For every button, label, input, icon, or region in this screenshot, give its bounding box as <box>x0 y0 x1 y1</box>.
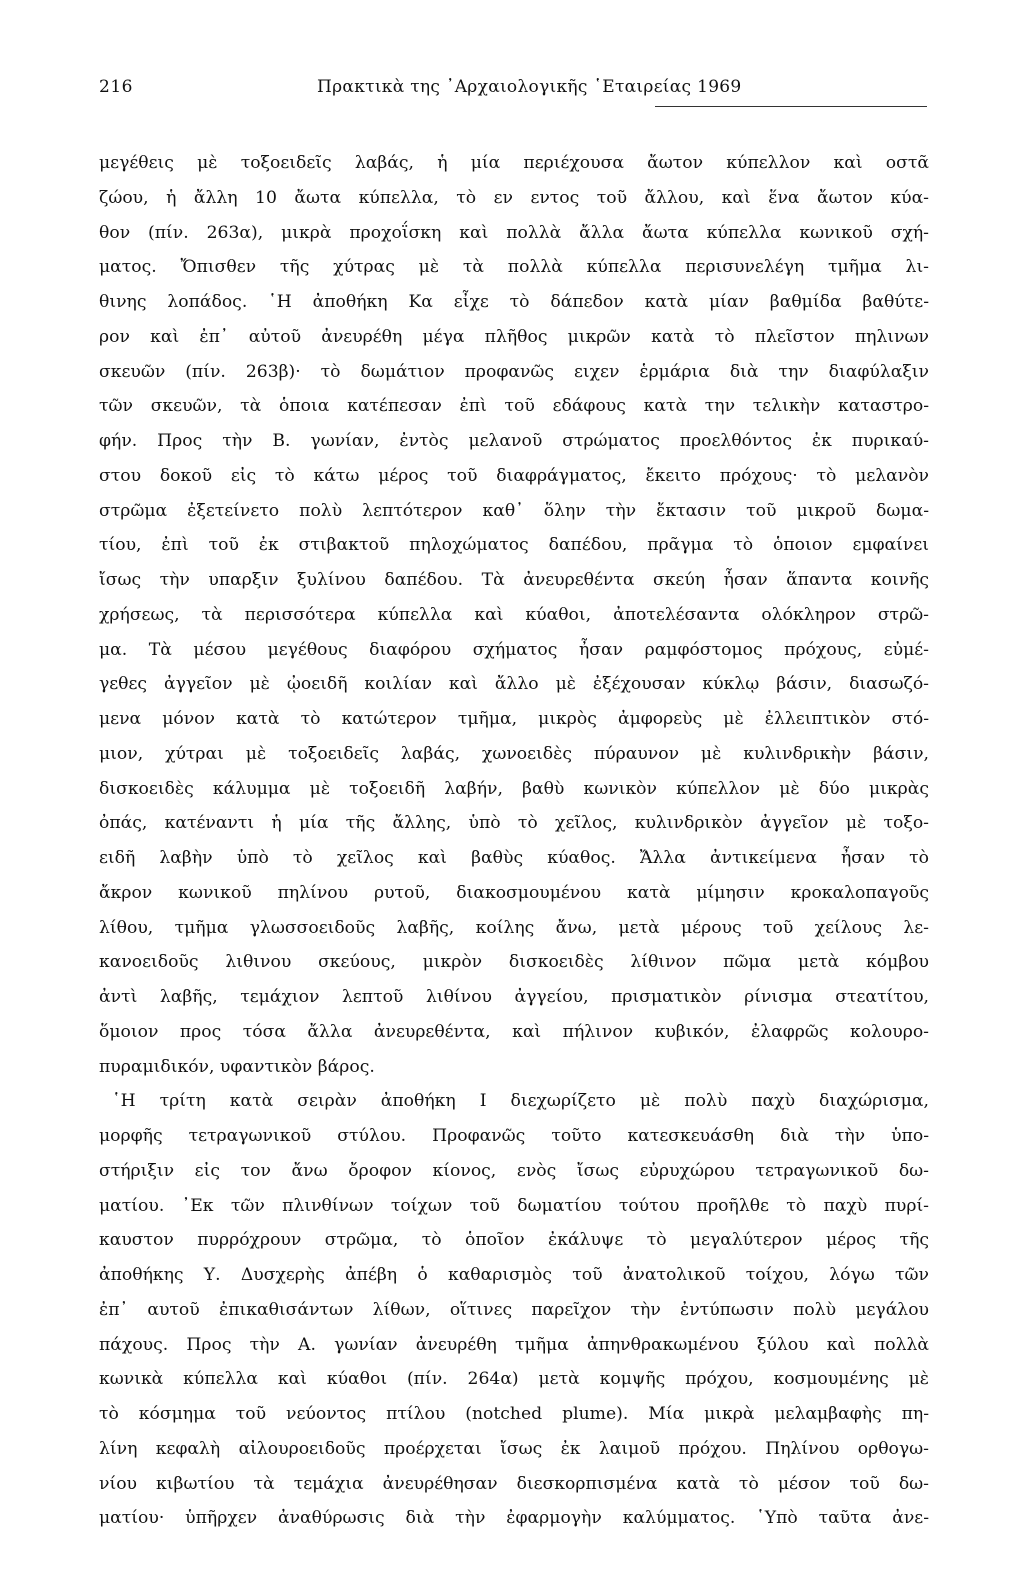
text-line: ἀντὶ λαβῆς, τεμάχιον λεπτοῦ λιθίνου ἀγγείου, πρισματικὸν ρίνισμα στεατίτου, <box>99 987 929 1007</box>
text-line: ἐπ᾿ αυτοῦ ἐπικαθισάντων λίθων, οἵτινες παρεῖχον τὴν ἐντύπωσιν πολὺ μεγάλου <box>99 1299 929 1320</box>
text-line: τῶν σκευῶν, τὰ ὁποια κατέπεσαν ἐπὶ τοῦ εδάφους κατὰ την τελικὴν καταστρο- <box>99 396 929 417</box>
text-line: μιον, χύτραι μὲ τοξοειδεῖς λαβάς, χωνοειδὲς πύραυνον μὲ κυλινδρικὴν βάσιν, <box>99 743 929 764</box>
text-line: μα. Τὰ μέσου μεγέθους διαφόρου σχήματος ἦσαν ραμφόστομος πρόχους, εὐμέ- <box>99 639 929 660</box>
text-line: μενα μόνον κατὰ τὸ κατώτερον τμῆμα, μικρὸς ἀμφορεὺς μὲ ἐλλειπτικὸν στό- <box>99 709 929 729</box>
text-line: μεγέθεις μὲ τοξοειδεῖς λαβάς, ἡ μία περιέχουσα ἄωτον κύπελλον καὶ οστᾶ <box>99 153 929 173</box>
text-line: τίου, ἐπὶ τοῦ ἐκ στιβακτοῦ πηλοχώματος δαπέδου, πρᾶγμα τὸ ὁποιον εμφαίνει <box>99 535 929 556</box>
text-line: στρῶμα ἐξετείνετο πολὺ λεπτότερον καθ᾿ ὅλην τὴν ἔκτασιν τοῦ μικροῦ δωμα- <box>99 500 929 521</box>
header-rule <box>655 106 927 107</box>
text-line: στου δοκοῦ εἰς τὸ κάτω μέρος τοῦ διαφράγματος, ἔκειτο πρόχους· τὸ μελανὸν <box>99 465 929 486</box>
running-head <box>99 77 929 113</box>
text-line: ματίου. ᾿Εκ τῶν πλινθίνων τοίχων τοῦ δωματίου τούτου προῆλθε τὸ παχὺ πυρί- <box>99 1195 929 1216</box>
text-line: θινης λοπάδος. ῾Η ἀποθήκη Κα εἶχε τὸ δάπεδον κατὰ μίαν βαθμίδα βαθύτε- <box>99 292 929 312</box>
text-line: καυστον πυρρόχρουν στρῶμα, τὸ ὁποῖον ἐκάλυψε τὸ μεγαλύτερον μέρος τῆς <box>99 1230 929 1251</box>
text-line: κωνικὰ κύπελλα καὶ κύαθοι (πίν. 264α) μετὰ κομψῆς πρόχου, κοσμουμένης μὲ <box>99 1369 929 1390</box>
text-line: θον (πίν. 263α), μικρὰ προχοΐσκη καὶ πολλὰ ἄλλα ἄωτα κύπελλα κωνικοῦ σχή- <box>99 222 929 243</box>
text-line: ειδῆ λαβὴν ὑπὸ τὸ χεῖλος καὶ βαθὺς κύαθος. Ἄλλα ἀντικείμενα ἦσαν τὸ <box>99 848 929 868</box>
text-line: λίθου, τμῆμα γλωσσοειδοῦς λαβῆς, κοίλης ἄνω, μετὰ μέρους τοῦ χείλους λε- <box>99 917 929 938</box>
text-line: νίου κιβωτίου τὰ τεμάχια ἀνευρέθησαν διεσκορπισμένα κατὰ τὸ μέσον τοῦ δω- <box>99 1473 929 1494</box>
text-line: μορφῆς τετραγωνικοῦ στύλου. Προφανῶς τοῦτο κατεσκευάσθη διὰ τὴν ὑπο- <box>99 1126 929 1146</box>
journal-title: Πρακτικὰ της ᾿Αρχαιολογικῆς ῾Εταιρείας 1969 <box>317 77 742 97</box>
text-line: ὅμοιον προς τόσα ἄλλα ἀνευρεθέντα, καὶ πήλινον κυβικόν, ἐλαφρῶς κολουρο- <box>99 1021 929 1042</box>
text-line: ζώου, ἡ ἄλλη 10 ἄωτα κύπελλα, τὸ εν εντος τοῦ ἄλλου, καὶ ἕνα ἄωτον κύα- <box>99 187 929 208</box>
text-line: στήριξιν εἰς τον ἄνω ὄροφον κίονος, ενὸς ἴσως εὐρυχώρου τετραγωνικοῦ δω- <box>99 1160 929 1181</box>
text-line: δισκοειδὲς κάλυμμα μὲ τοξοειδῆ λαβήν, βαθὺ κωνικὸν κύπελλον μὲ δύο μικρὰς <box>99 778 929 799</box>
text-line: πάχους. Προς τὴν Α. γωνίαν ἀνευρέθη τμῆμα ἀπηνθρακωμένου ξύλου καὶ πολλὰ <box>99 1334 929 1355</box>
text-line: πυραμιδικόν, υφαντικὸν βάρος. <box>99 1056 375 1077</box>
text-line: τὸ κόσμημα τοῦ νεύοντος πτίλου (notched plume). Μία μικρὰ μελαμβαφὴς πη- <box>99 1404 929 1424</box>
text-line: σκευῶν (πίν. 263β)· τὸ δωμάτιον προφανῶς ειχεν ἑρμάρια διὰ την διαφύλαξιν <box>99 361 929 382</box>
text-line: ματίου· ὑπῆρχεν ἀναθύρωσις διὰ τὴν ἐφαρμογὴν καλύμματος. ῾Υπὸ ταῦτα ἀνε- <box>99 1508 929 1529</box>
text-line: λίνη κεφαλὴ αἰλουροειδοῦς προέρχεται ἴσως ἐκ λαιμοῦ πρόχου. Πηλίνου ορθογω- <box>99 1438 929 1459</box>
body-text <box>99 146 929 1536</box>
text-line: χρήσεως, τὰ περισσότερα κύπελλα καὶ κύαθοι, ἀποτελέσαντα ολόκληρον στρῶ- <box>99 604 929 625</box>
text-line: ματος. Ὄπισθεν τῆς χύτρας μὲ τὰ πολλὰ κύπελλα περισυνελέγη τμῆμα λι- <box>99 257 929 278</box>
text-line: ὀπάς, κατέναντι ἡ μία τῆς ἄλλης, ὑπὸ τὸ χεῖλος, κυλινδρικὸν ἀγγεῖον μὲ τοξο- <box>99 813 929 834</box>
text-line: κανοειδοῦς λιθινου σκεύους, μικρὸν δισκοειδὲς λίθινον πῶμα μετὰ κόμβου <box>99 952 929 973</box>
text-line: ἄκρον κωνικοῦ πηλίνου ρυτοῦ, διακοσμουμένου κατὰ μίμησιν κροκαλοπαγοῦς <box>99 882 929 903</box>
text-line: φήν. Προς τὴν Β. γωνίαν, ἐντὸς μελανοῦ στρώματος προελθόντος ἐκ πυρικαύ- <box>99 431 929 451</box>
text-line: ρον καὶ ἐπ᾿ αὐτοῦ ἀνευρέθη μέγα πλῆθος μικρῶν κατὰ τὸ πλεῖστον πηλινων <box>99 326 929 347</box>
text-line: ῾Η τρίτη κατὰ σειρὰν ἀποθήκη Ι διεχωρίζετο μὲ πολὺ παχὺ διαχώρισμα, <box>112 1091 929 1112</box>
text-line: ἀποθήκης Υ. Δυσχερὴς ἀπέβη ὁ καθαρισμὸς τοῦ ἀνατολικοῦ τοίχου, λόγω τῶν <box>99 1265 929 1285</box>
page-number: 216 <box>99 77 133 97</box>
text-line: γεθες ἀγγεῖον μὲ ᾠοειδῆ κοιλίαν καὶ ἄλλο μὲ ἐξέχουσαν κύκλῳ βάσιν, διασωζό- <box>99 674 929 695</box>
text-line: ἴσως τὴν υπαρξιν ξυλίνου δαπέδου. Τὰ ἀνευρεθέντα σκεύη ἦσαν ἅπαντα κοινῆς <box>99 570 929 590</box>
